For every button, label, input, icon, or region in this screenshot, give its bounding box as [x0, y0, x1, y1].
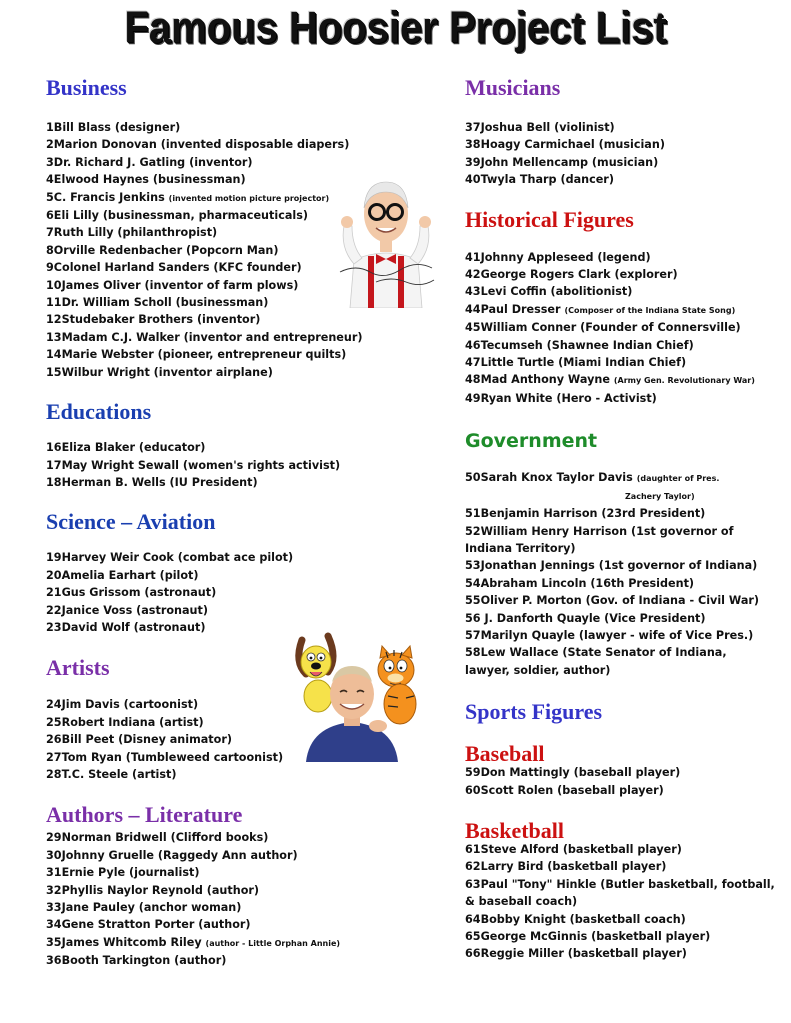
list-item: [46, 311, 446, 328]
item-name: Gus Grissom (astronaut): [61, 586, 217, 600]
authors-list: [46, 829, 446, 969]
item-name: Mad Anthony Wayne: [480, 373, 610, 387]
item-name: Amelia Earhart (pilot): [61, 568, 199, 582]
baseball-heading: Baseball: [465, 741, 545, 767]
artists-heading: Artists: [46, 655, 110, 681]
item-name: William Conner (Founder of Connersville): [480, 321, 741, 335]
item-name: Paul Dresser: [480, 302, 561, 316]
historical-list: [465, 249, 775, 408]
list-item: [465, 249, 775, 266]
list-item: [46, 882, 446, 899]
item-name: David Wolf (astronaut): [61, 620, 206, 634]
item-name: John Mellencamp (musician): [480, 155, 659, 169]
authors-heading: Authors – Literature: [46, 802, 243, 828]
item-number: 7: [46, 226, 54, 240]
item-number: 31: [46, 866, 62, 880]
item-number: 40: [465, 173, 481, 187]
item-name: Dr. William Scholl (businessman): [61, 296, 269, 310]
item-number: 14: [46, 348, 62, 362]
item-number: 52: [465, 524, 481, 538]
item-number: 54: [465, 576, 481, 590]
list-item: [46, 567, 446, 584]
item-number: 8: [46, 243, 54, 257]
item-number: 42: [465, 268, 481, 282]
item-name: Eliza Blaker (educator): [61, 441, 206, 455]
item-name: Bill Blass (designer): [53, 121, 181, 134]
item-name: Marilyn Quayle (lawyer - wife of Vice Pres.): [480, 628, 754, 642]
list-item: [46, 457, 446, 474]
right-column: [465, 70, 775, 963]
item-number: 51: [465, 507, 481, 521]
item-number: 36: [46, 954, 62, 968]
item-name: Steve Alford (basketball player): [480, 842, 682, 856]
item-number: 64: [465, 912, 481, 926]
list-item: [46, 766, 446, 783]
list-item: [465, 354, 775, 371]
item-number: 39: [465, 155, 481, 169]
item-number: 4: [46, 173, 54, 187]
item-number: 37: [465, 121, 481, 134]
list-item: [465, 136, 775, 153]
item-name: Bill Peet (Disney animator): [61, 733, 232, 747]
musicians-heading: Musicians: [465, 75, 561, 100]
list-item: [46, 364, 446, 381]
item-number: 59: [465, 766, 481, 780]
item-number: 61: [465, 842, 481, 856]
item-name: Sarah Knox Taylor Davis: [480, 471, 633, 485]
list-item: [465, 782, 775, 799]
item-name: Marie Webster (pioneer, entrepreneur quilts): [61, 348, 347, 362]
educations-heading: Educations: [46, 399, 152, 425]
item-number: 56: [465, 611, 481, 625]
item-number: 43: [465, 285, 481, 299]
item-number: 11: [46, 296, 62, 310]
item-number: 26: [46, 733, 62, 747]
item-name: May Wright Sewall (women's rights activist): [61, 458, 341, 472]
list-item: [465, 171, 775, 188]
item-name: Bobby Knight (basketball coach): [480, 912, 686, 926]
item-number: 55: [465, 594, 481, 608]
historical-heading: Historical Figures: [465, 206, 634, 232]
item-number: 41: [465, 250, 481, 264]
item-name: Hoagy Carmichael (musician): [480, 138, 665, 152]
item-name: Marion Donovan (invented disposable diapers): [53, 138, 350, 152]
list-item: [46, 952, 446, 969]
item-name: T.C. Steele (artist): [61, 767, 177, 781]
item-number: 50: [465, 471, 481, 485]
item-number: 57: [465, 628, 481, 642]
item-note-continued: Zachery Taylor): [625, 491, 695, 501]
item-name: Eli Lilly (businessman, pharmaceuticals): [53, 209, 308, 223]
list-item: [465, 764, 775, 781]
orville-redenbacher-photo: [336, 168, 436, 308]
item-number: 12: [46, 313, 62, 327]
list-item: [46, 829, 446, 846]
item-number: 18: [46, 475, 62, 489]
item-name: Scott Rolen (baseball player): [480, 783, 664, 797]
item-name: Don Mattingly (baseball player): [480, 766, 681, 780]
item-name: Lew Wallace (State Senator of Indiana, lawyer, soldier, author): [465, 646, 727, 677]
item-number: 9: [46, 261, 54, 275]
item-number: 44: [465, 302, 481, 316]
item-number: 60: [465, 783, 481, 797]
list-item: [46, 119, 446, 136]
list-item: [465, 928, 775, 945]
item-number: 1: [46, 121, 54, 134]
list-item: [465, 371, 775, 389]
science-heading: Science – Aviation: [46, 509, 216, 535]
item-number: 46: [465, 338, 481, 352]
list-item: [46, 474, 446, 491]
basketball-list: [465, 841, 775, 963]
item-note: (Army Gen. Revolutionary War): [613, 376, 755, 386]
basketball-heading: Basketball: [465, 817, 565, 843]
item-number: 29: [46, 831, 62, 845]
list-item: [465, 911, 775, 928]
item-number: 19: [46, 551, 62, 565]
list-item: [465, 337, 775, 354]
list-item: [465, 119, 775, 136]
list-item: [465, 523, 775, 558]
item-name: Robert Indiana (artist): [61, 715, 204, 729]
item-name: James Whitcomb Riley: [61, 935, 202, 949]
list-item: [46, 899, 446, 916]
item-number: 49: [465, 391, 481, 405]
musicians-list: [465, 119, 775, 189]
item-name: Studebaker Brothers (inventor): [61, 313, 261, 327]
sports-heading: Sports Figures: [465, 699, 603, 725]
item-name: James Oliver (inventor of farm plows): [61, 278, 299, 292]
item-name: Twyla Tharp (dancer): [480, 173, 614, 187]
item-name: Norman Bridwell (Clifford books): [61, 831, 269, 845]
item-name: Oliver P. Morton (Gov. of Indiana - Civil War): [480, 594, 760, 608]
list-item: [46, 916, 446, 933]
list-item: [46, 329, 446, 346]
item-number: 66: [465, 947, 481, 961]
item-name: Gene Stratton Porter (author): [61, 918, 251, 932]
item-name: William Henry Harrison (1st governor of Indiana Territory): [465, 524, 734, 555]
government-heading: Government: [465, 430, 598, 453]
item-note: (Composer of the Indiana State Song): [564, 305, 736, 315]
item-name: Harvey Weir Cook (combat ace pilot): [61, 551, 294, 565]
page-title: Famous Hoosier Project List: [124, 3, 667, 53]
item-name: Booth Tarkington (author): [61, 954, 227, 968]
item-number: 28: [46, 767, 62, 781]
item-number: 15: [46, 365, 62, 379]
list-item: [46, 584, 446, 601]
list-item: [46, 602, 446, 619]
item-name: Johnny Gruelle (Raggedy Ann author): [61, 848, 298, 862]
list-item: [465, 154, 775, 171]
business-heading: Business: [46, 75, 127, 100]
item-number: 45: [465, 321, 481, 335]
list-item: [465, 627, 775, 644]
list-item: [465, 469, 775, 505]
item-number: 10: [46, 278, 62, 292]
item-name: Phyllis Naylor Reynold (author): [61, 883, 260, 897]
item-name: Madam C.J. Walker (inventor and entrepreneur): [61, 330, 363, 344]
item-number: 5: [46, 190, 54, 204]
list-item: [46, 439, 446, 456]
item-number: 20: [46, 568, 62, 582]
list-item: [465, 557, 775, 574]
list-item: [465, 610, 775, 627]
item-name: Colonel Harland Sanders (KFC founder): [53, 261, 302, 275]
item-name: Ryan White (Hero - Activist): [480, 391, 657, 405]
list-item: [46, 549, 446, 566]
item-number: 32: [46, 883, 62, 897]
item-name: George McGinnis (basketball player): [480, 930, 711, 943]
item-number: 24: [46, 698, 62, 712]
list-item: [465, 592, 775, 609]
list-item: [465, 505, 775, 522]
item-name: Wilbur Wright (inventor airplane): [61, 365, 273, 379]
list-item: [465, 644, 775, 679]
item-name: Reggie Miller (basketball player): [480, 947, 687, 961]
item-number: 23: [46, 620, 62, 634]
item-note: (author - Little Orphan Annie): [205, 938, 341, 948]
list-item: [465, 319, 775, 336]
item-note: (invented motion picture projector): [168, 193, 330, 203]
jim-davis-garfield-photo: [284, 622, 420, 762]
item-number: 53: [465, 559, 481, 573]
item-number: 17: [46, 458, 62, 472]
list-item: [465, 301, 775, 319]
item-number: 48: [465, 373, 481, 387]
list-item: [465, 575, 775, 592]
item-name: Dr. Richard J. Gatling (inventor): [53, 155, 253, 169]
item-name: Jane Pauley (anchor woman): [61, 901, 242, 914]
item-name: Jonathan Jennings (1st governor of Indiana): [480, 559, 758, 573]
list-item: [465, 283, 775, 300]
item-name: C. Francis Jenkins: [53, 190, 165, 204]
list-item: [465, 858, 775, 875]
item-number: 6: [46, 209, 54, 223]
item-name: Jim Davis (cartoonist): [61, 698, 199, 712]
item-name: Tecumseh (Shawnee Indian Chief): [480, 338, 694, 352]
item-number: 3: [46, 155, 54, 169]
item-number: 34: [46, 918, 62, 932]
item-number: 47: [465, 356, 481, 370]
item-number: 25: [46, 715, 62, 729]
item-name: Little Turtle (Miami Indian Chief): [480, 356, 687, 370]
item-number: 58: [465, 646, 481, 660]
item-number: 33: [46, 901, 62, 914]
item-name: Elwood Haynes (businessman): [53, 173, 246, 187]
government-list: [465, 469, 775, 679]
item-number: 21: [46, 586, 62, 600]
list-item: [465, 876, 775, 911]
item-name: J. Danforth Quayle (Vice President): [480, 611, 706, 625]
item-number: 62: [465, 860, 481, 874]
item-name: Tom Ryan (Tumbleweed cartoonist): [61, 750, 284, 764]
item-number: 65: [465, 930, 481, 943]
item-name: Benjamin Harrison (23rd President): [480, 507, 706, 521]
item-number: 13: [46, 330, 62, 344]
item-number: 16: [46, 441, 62, 455]
item-name: Janice Voss (astronaut): [61, 603, 208, 617]
item-name: Ernie Pyle (journalist): [61, 866, 200, 880]
item-name: Orville Redenbacher (Popcorn Man): [53, 243, 279, 257]
list-item: [465, 841, 775, 858]
item-number: 22: [46, 603, 62, 617]
item-number: 30: [46, 848, 62, 862]
list-item: [46, 847, 446, 864]
item-note: (daughter of Pres.: [636, 474, 720, 484]
item-name: Levi Coffin (abolitionist): [480, 285, 633, 299]
item-name: Abraham Lincoln (16th President): [480, 576, 695, 590]
item-name: Larry Bird (basketball player): [480, 860, 667, 874]
item-number: 35: [46, 935, 62, 949]
list-item: [465, 266, 775, 283]
list-item: [46, 864, 446, 881]
list-item: [465, 945, 775, 962]
item-name: Ruth Lilly (philanthropist): [53, 226, 218, 240]
list-item: [46, 346, 446, 363]
list-item: [46, 136, 446, 153]
item-number: 38: [465, 138, 481, 152]
list-item: [46, 934, 446, 952]
educations-list: [46, 439, 446, 491]
item-name: George Rogers Clark (explorer): [480, 268, 678, 282]
item-number: 2: [46, 138, 54, 152]
item-number: 27: [46, 750, 62, 764]
item-name: Herman B. Wells (IU President): [61, 475, 258, 489]
item-name: Johnny Appleseed (legend): [480, 250, 651, 264]
item-name: Paul "Tony" Hinkle (Butler basketball, football, & baseball coach): [465, 877, 775, 909]
list-item: [465, 390, 775, 407]
item-name: Joshua Bell (violinist): [480, 121, 615, 134]
item-number: 63: [465, 877, 481, 891]
baseball-list: [465, 764, 775, 799]
